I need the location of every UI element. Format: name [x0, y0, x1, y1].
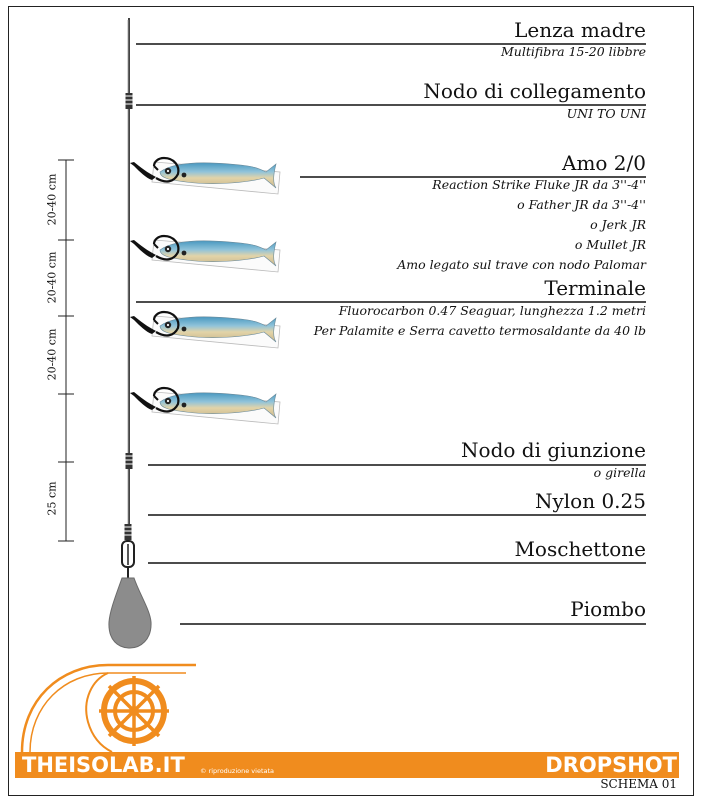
nodo-collegamento-sub: UNI TO UNI: [566, 106, 646, 121]
lure-3: [130, 312, 280, 348]
theisolab-logo: [22, 665, 196, 752]
terminale-title: Terminale: [544, 276, 646, 300]
label-piombo: Piombo: [570, 597, 646, 621]
nodo-collegamento-title: Nodo di collegamento: [423, 79, 646, 103]
amo-title: Amo 2/0: [562, 151, 646, 175]
label-nodo-giunzione: [461, 438, 646, 462]
dimension-scale: [58, 160, 74, 541]
copyright-note: © riproduzione vietata: [200, 767, 275, 775]
terminale-sub-line: Fluorocarbon 0.47 Seaguar, lunghezza 1.2 metri: [338, 303, 646, 318]
label-amo: [562, 151, 646, 175]
amo-subs: [397, 175, 646, 275]
nodo-giunzione-title: Nodo di giunzione: [461, 438, 646, 462]
amo-sub-line: o Father JR da 3''-4'': [517, 197, 646, 212]
junction-knot: [125, 453, 133, 469]
rig-name: DROPSHOT: [545, 753, 677, 777]
label-terminale: [544, 276, 646, 300]
dimension-label: 25 cm: [45, 481, 59, 516]
snap-swivel: [122, 541, 134, 578]
dimension-label: 20-40 cm: [45, 173, 59, 226]
lenza-madre-sub: Multifibra 15-20 libbre: [501, 44, 646, 59]
brand-name: THEISOLAB.IT: [22, 753, 185, 777]
label-moschettone: Moschettone: [514, 537, 646, 561]
dimension-label: 20-40 cm: [45, 251, 59, 304]
uni-knot: [125, 93, 133, 109]
label-lenza-madre: [514, 18, 646, 42]
lenza-madre-title: Lenza madre: [514, 18, 646, 42]
snap-coil: [124, 524, 132, 540]
nodo-giunzione-sub: o girella: [593, 465, 646, 480]
amo-sub-line: Amo legato sul trave con nodo Palomar: [397, 257, 646, 272]
label-nylon: Nylon 0.25: [534, 489, 646, 513]
lure-1: [130, 158, 280, 194]
amo-sub-line: o Jerk JR: [590, 217, 646, 232]
lure-2: [130, 236, 280, 272]
schema-number: SCHEMA 01: [600, 777, 677, 791]
sinker: [109, 578, 151, 648]
amo-sub-line: Reaction Strike Fluke JR da 3''-4'': [432, 177, 646, 192]
lure-4: [130, 388, 280, 424]
dimension-label: 20-40 cm: [45, 328, 59, 381]
label-nodo-collegamento: [423, 79, 646, 103]
terminale-sub-line: Per Palamite e Serra cavetto termosaldante da 40 lb: [313, 323, 646, 338]
amo-sub-line: o Mullet JR: [574, 237, 646, 252]
terminale-subs: [314, 301, 646, 341]
